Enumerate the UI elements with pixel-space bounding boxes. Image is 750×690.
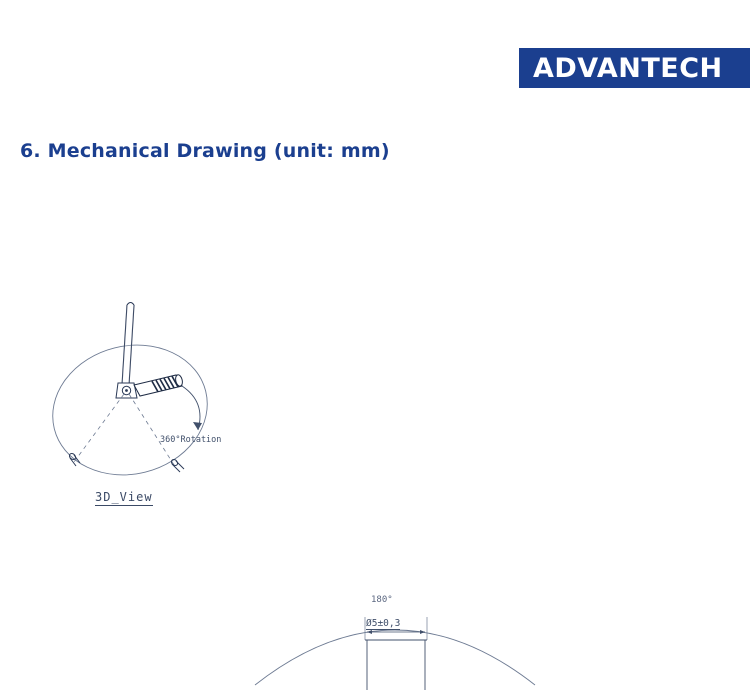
diameter-dimension-label: Ø5±0,3 — [366, 618, 401, 629]
antenna-3d-view-svg — [30, 290, 290, 520]
advantech-logo-bar — [519, 48, 750, 88]
brand-name: ADVANTECH — [533, 52, 723, 84]
rotation-label: 360°Rotation — [160, 435, 222, 445]
mechanical-drawing-area — [0, 230, 750, 650]
antenna-3d-view-figure — [30, 290, 290, 510]
antenna-top-view-svg — [230, 570, 560, 690]
page-title: 6. Mechanical Drawing (unit: mm) — [20, 140, 390, 162]
angle-dimension-label: 180° — [371, 595, 393, 605]
view-3d-caption: 3D_View — [95, 490, 153, 504]
